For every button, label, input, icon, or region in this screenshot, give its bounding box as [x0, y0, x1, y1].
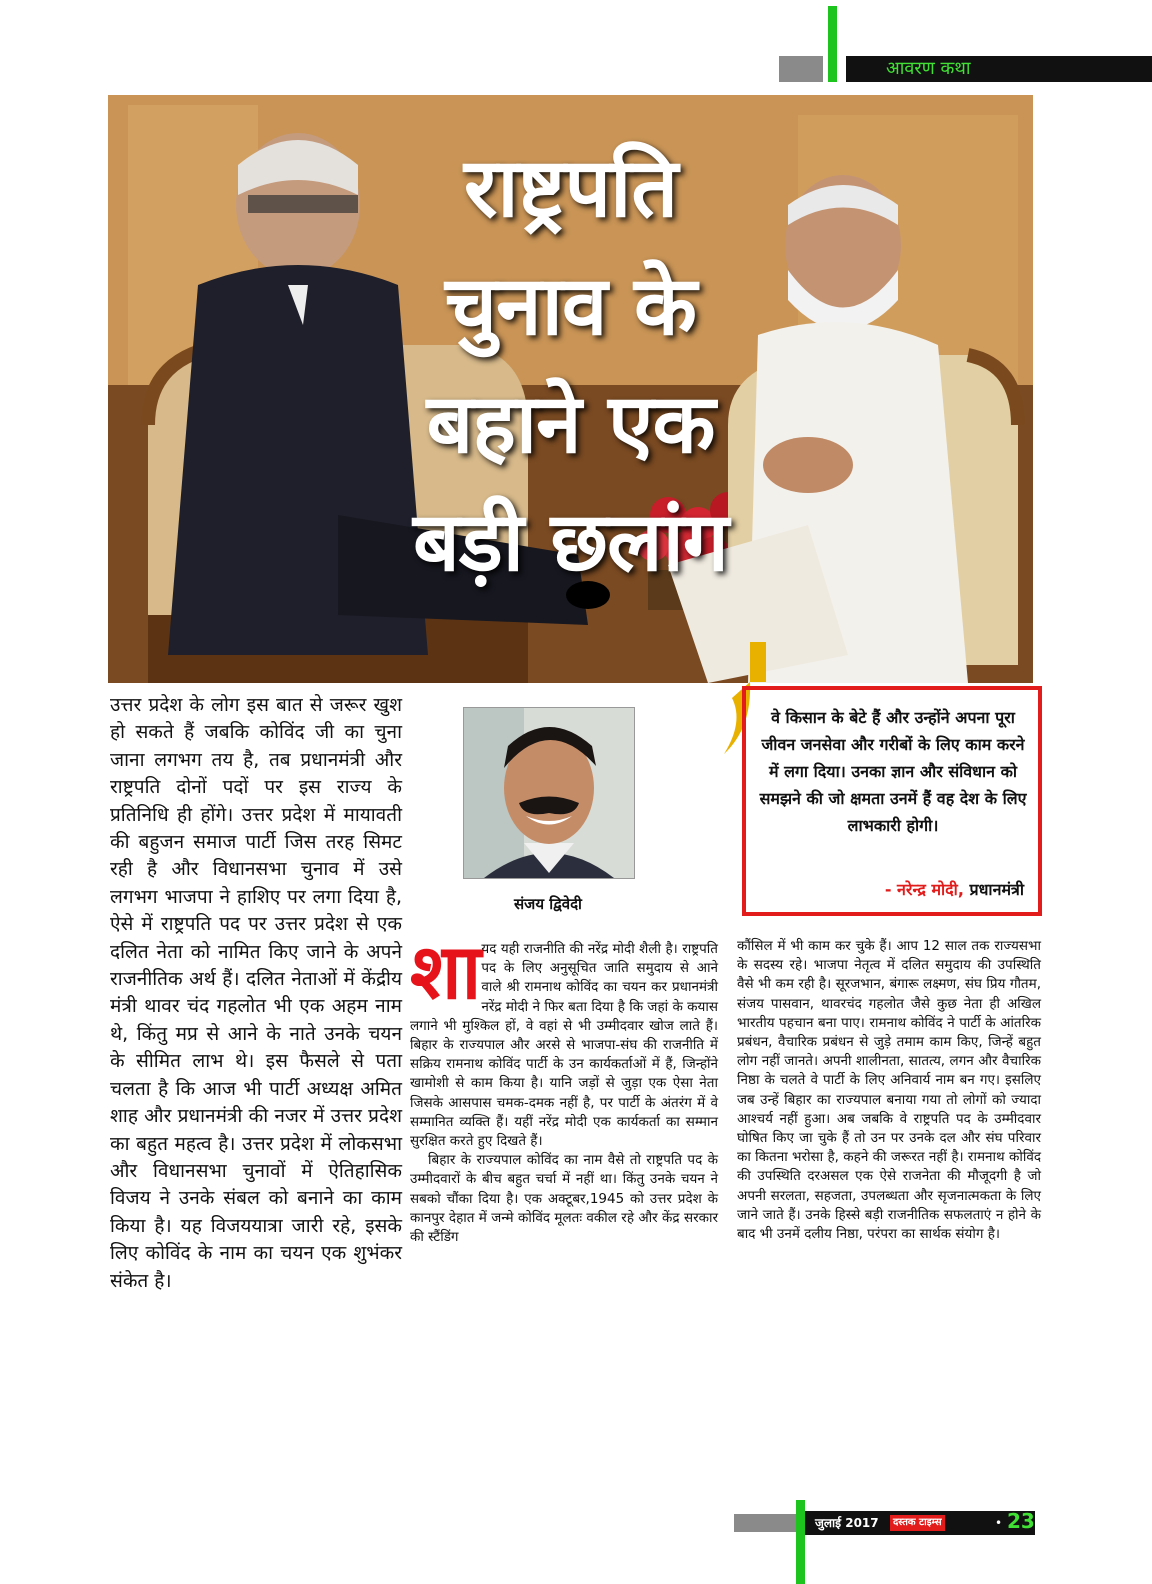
pull-quote-attribution — [885, 878, 1024, 900]
header-green-rule — [828, 6, 837, 82]
intro-column: उत्तर प्रदेश के लोग इस बात से जरूर खुश हो सकते हैं जबकि कोविंद जी का चुना जाना लगभग तय है, तब प्रधानमंत्री और राष्ट्रपति दोनों पदों पर इस राज्य के प्रतिनिधि ही होंगे। उत्तर प्रदेश में मायावती की बहुजन समाज पार्टी जिस तरह सिमट रही है और विधानसभा चुनाव में उसे लगभग भाजपा ने हाशिए पर लगा दिया है, ऐसे में राष्ट्रपति पद पर उत्तर प्रदेश से एक दलित नेता को नामित किए जाने के अपने राजनीतिक अर्थ हैं। दलित नेताओं में केंद्रीय मंत्री थावर चंद गहलोत भी एक अहम नाम थे, किंतु मप्र से आने के नाते उनके चयन के सीमित लाभ थे। इस फैसले से पता चलता है कि आज भी पार्टी अध्यक्ष अमित शाह और प्रधानमंत्री की नजर में उत्तर प्रदेश का बहुत महत्व है। उत्तर प्रदेश में लोकसभा और विधानसभा चुनावों में ऐतिहासिक विजय ने उनके संबल को बनाने का काम किया है। यह विजययात्रा जारी रहे, इसके लिए कोविंद के नाम का चयन एक शुभंकर संकेत है। — [110, 694, 402, 1292]
headline-line: बड़ी छलांग — [413, 495, 728, 590]
footer-gray-block — [734, 1514, 796, 1532]
headline — [108, 130, 1033, 602]
section-header — [846, 56, 1152, 82]
author-name: संजय द्विवेदी — [514, 895, 582, 913]
headline-line: बहाने एक — [426, 377, 715, 472]
section-label: आवरण कथा — [886, 58, 971, 79]
drop-cap: शा — [410, 927, 478, 1016]
footer-bar — [805, 1511, 1035, 1535]
magazine-logo: दस्तक टाइम्स — [890, 1515, 945, 1531]
header-gray-block — [779, 56, 823, 82]
body-column-right — [737, 937, 1041, 1244]
body-paragraph: यद यही राजनीति की नरेंद्र मोदी शैली है। राष्ट्रपति पद के लिए अनुसूचित जाति समुदाय से आने वाले श्री रामनाथ कोविंद का चयन कर प्रधानमंत्री नरेंद्र मोदी ने फिर बता दिया है कि जहां के कयास लगाने भी मुश्किल हों, वे वहां से भी उम्मीदवार खोज लाते हैं। बिहार के राज्यपाल और अरसे से भाजपा-संघ की राजनीति में सक्रिय रामनाथ कोविंद पार्टी के उन कार्यकर्ताओं में हैं, जिन्होंने खामोशी से काम किया है। यानि जड़ों से जुड़ा एक ऐसा नेता जिसके आसपास चमक-दमक नहीं है, पर पार्टी के अंतरंग में वे सम्मानित व्यक्ति हैं। यहीं नरेंद्र मोदी एक कार्यकर्ता का सम्मान सुरक्षित करते हुए दिखते हैं। — [410, 941, 718, 1150]
headline-line: राष्ट्रपति — [463, 141, 678, 236]
headline-line: चुनाव के — [445, 259, 696, 354]
attribution-name: - नरेन्द्र मोदी, — [884, 880, 964, 899]
body-column-middle — [410, 927, 718, 1247]
issue-date: जुलाई 2017 — [815, 1516, 879, 1530]
author-portrait — [464, 708, 634, 878]
author-photo — [463, 707, 635, 879]
lead-photo — [108, 95, 1033, 683]
pull-quote-box — [742, 686, 1042, 916]
body-paragraph: कौंसिल में भी काम कर चुके हैं। आप 12 साल तक राज्यसभा के सदस्य रहे। भाजपा नेतृत्व में दलित समुदाय की उपस्थिति वैसे भी कम रही है। सूरजभान, बंगारू लक्ष्मण, संघ प्रिय गौतम, संजय पासवान, थावरचंद गहलोत जैसे कुछ नेता ही अखिल भारतीय पहचान बना पाए। रामनाथ कोविंद ने पार्टी के आंतरिक प्रबंधन, वैचारिक प्रबंधन से जुड़े तमाम काम किए, जिन्हें बहुत लोग नहीं जानते। अपनी शालीनता, सातत्य, लगन और वैचारिक निष्ठा के चलते वे पार्टी के लिए अनिवार्य नाम बन गए। इसलिए जब उन्हें बिहार का राज्यपाल बनाया गया तो लोगों को ज्यादा आश्चर्य नहीं हुआ। अब जबकि वे राष्ट्रपति पद के उम्मीदवार घोषित किए जा चुके हैं तो उन पर उनके दल और संघ परिवार का कितना भरोसा है, कहने की जरूरत नहीं है। रामनाथ कोविंद की उपस्थिति दरअसल एक ऐसे राजनेता की मौजूदगी है जो अपनी सरलता, सहजता, उपलब्धता और सृजनात्मकता के लिए जाने जाते हैं। उनके हिस्से बड़ी राजनीतिक सफलताएं न होने के बाद भी उनमें दलीय निष्ठा, परंपरा का सार्थक संयोग है। — [737, 938, 1041, 1243]
body-paragraph: बिहार के राज्यपाल कोविंद का नाम वैसे तो राष्ट्रपति पद के उम्मीदवारों के बीच बहुत चर्चा में नहीं था। किंतु उनके चयन ने सबको चौंका दिया है। एक अक्टूबर,1945 को उत्तर प्रदेश के कानपुर देहात में जन्मे कोविंद मूलतः वकील रहे और केंद्र सरकार की स्टैंडिंग — [410, 1152, 718, 1246]
footer-bullet: • — [995, 1516, 1003, 1530]
footer-green-rule — [796, 1500, 805, 1584]
pull-quote-text: वे किसान के बेटे हैं और उन्होंने अपना पूरा जीवन जनसेवा और गरीबों के लिए काम करने में लगा दिया। उनका ज्ञान और संविधान को समझने की जो क्षमता उनमें हैं वह देश के लिए लाभकारी होगी। — [759, 708, 1027, 835]
page-number: 23 — [1007, 1509, 1035, 1533]
attribution-title: प्रधानमंत्री — [963, 880, 1024, 899]
